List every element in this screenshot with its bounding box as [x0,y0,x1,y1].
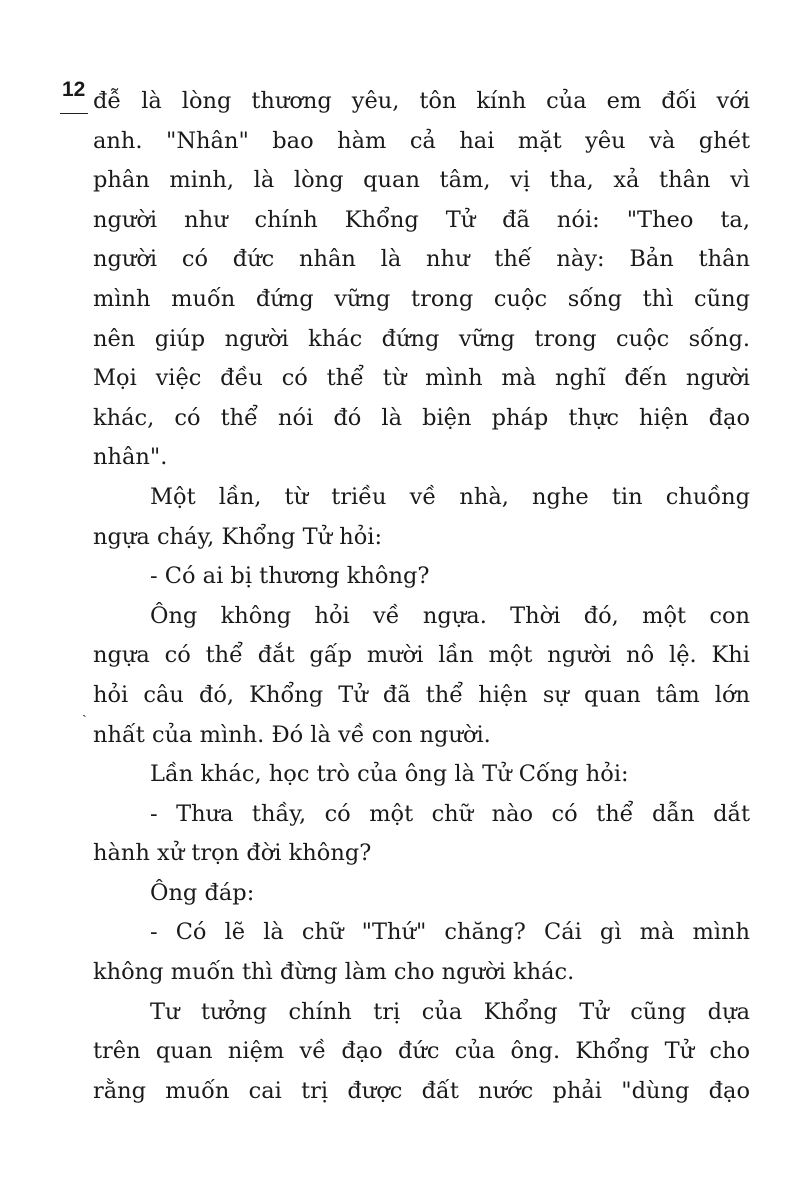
text-line: nhân". [93,444,168,471]
text-line: ngựa cháy, Khổng Tử hỏi: [93,523,383,550]
text-line: Ông đáp: [150,879,255,906]
body-text [93,82,750,1111]
text-line: rằng muốn cai trị được đất nước phải "dùng đạo [93,1077,750,1104]
text-line: - Có ai bị thương không? [150,563,430,590]
text-line: đễ là lòng thương yêu, tôn kính của em đối với [93,88,750,114]
text-line: hỏi câu đó, Khổng Tử đã thể hiện sự quan tâm lớn [93,681,750,708]
text-line: - Thưa thầy, có một chữ nào có thể dẫn dắt [150,800,750,827]
text-line: mình muốn đứng vững trong cuộc sống thì cũng [93,285,750,312]
text-line: không muốn thì đừng làm cho người khác. [93,959,575,986]
text-line: nên giúp người khác đứng vững trong cuộc sống. [93,325,750,352]
page-number-underline [60,113,88,114]
text-line: phân minh, là lòng quan tâm, vị tha, xả thân vì [93,167,750,194]
page-number: 12 [62,78,86,101]
text-line: Ông không hỏi về ngựa. Thời đó, một con [150,602,750,629]
text-line: Mọi việc đều có thể từ mình mà nghĩ đến người [93,365,750,392]
text-line: anh. "Nhân" bao hàm cả hai mặt yêu và ghét [93,127,750,154]
text-line: người có đức nhân là như thế này: Bản thân [93,246,750,273]
text-line: trên quan niệm về đạo đức của ông. Khổng Tử cho [93,1038,750,1065]
text-line: hành xử trọn đời không? [93,840,372,867]
scan-mark: ˎ [82,702,87,718]
text-line: Lần khác, học trò của ông là Tử Cống hỏi: [150,761,629,788]
text-line: - Có lẽ là chữ "Thứ" chăng? Cái gì mà mình [150,919,750,946]
text-line: người như chính Khổng Tử đã nói: "Theo ta, [93,206,750,233]
text-line: nhất của mình. Đó là về con người. [93,721,491,748]
text-line: Một lần, từ triều về nhà, nghe tin chuồng [150,483,750,510]
text-line: ngựa có thể đắt gấp mười lần một người nô lệ. Khi [93,642,750,669]
text-line: khác, có thể nói đó là biện pháp thực hiện đạo [93,404,750,431]
text-line: Tư tưởng chính trị của Khổng Tử cũng dựa [150,998,750,1025]
